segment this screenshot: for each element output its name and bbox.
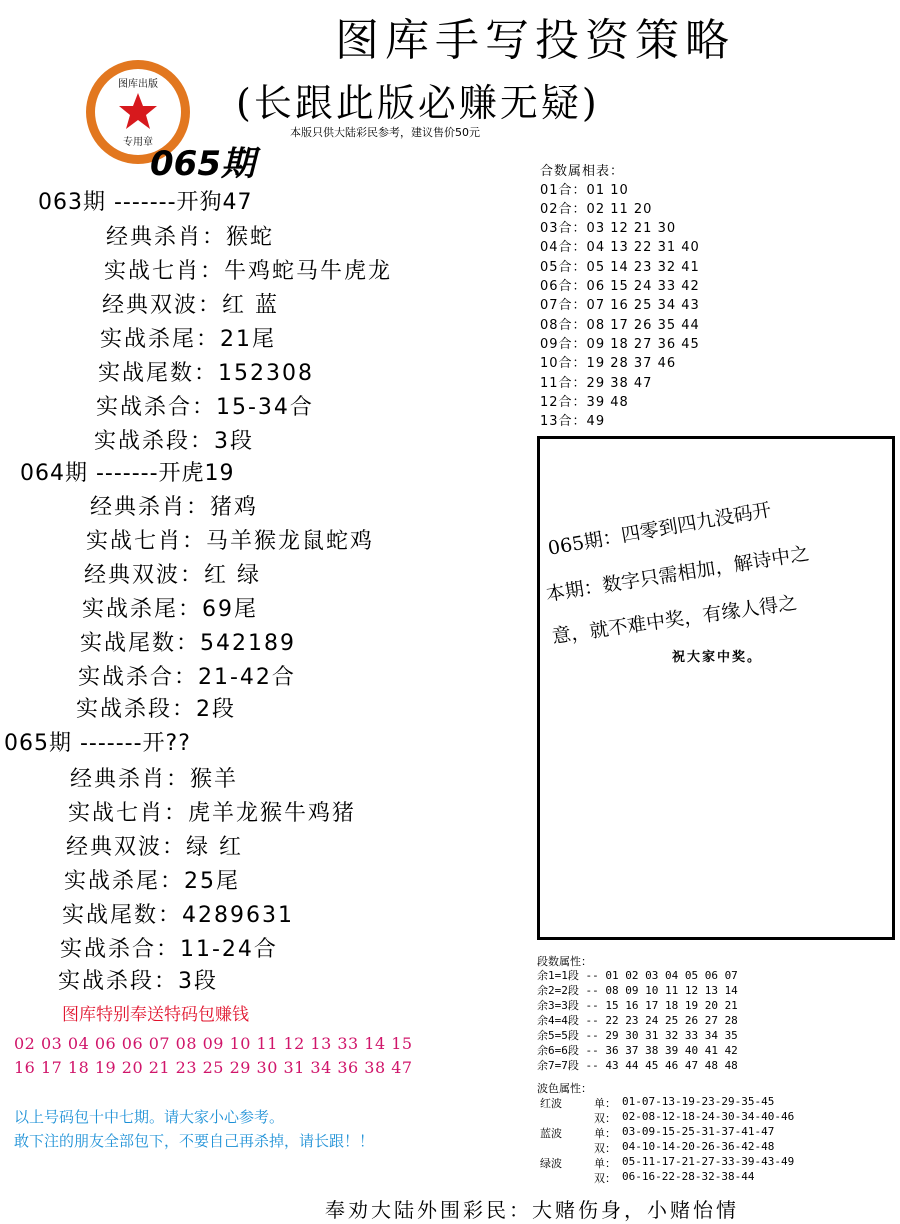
wave-numbers: 04-10-14-20-26-36-42-48: [622, 1140, 775, 1153]
period-line: 实战杀段：3段: [58, 969, 218, 994]
period-line: 实战杀合：15-34合: [96, 395, 314, 420]
period-header: 063期 -------开狗47: [38, 190, 253, 215]
segment-row: 余5=5段 -- 29 30 31 32 33 34 35: [537, 1029, 738, 1042]
star-icon: [118, 91, 158, 131]
wave-numbers: 03-09-15-25-31-37-41-47: [622, 1125, 775, 1138]
wave-label: 绿波: [540, 1157, 562, 1170]
he-table-row: 04合：04 13 22 31 40: [540, 240, 700, 255]
he-table-row: 11合：29 38 47: [540, 376, 653, 391]
segment-row: 余7=7段 -- 43 44 45 46 47 48 48: [537, 1059, 738, 1072]
current-issue-label: 065期: [150, 144, 255, 184]
he-table-title: 合数属相表：: [540, 164, 625, 179]
price-note: 本版只供大陆彩民参考，建议售价50元: [290, 126, 480, 139]
period-line: 经典杀肖：猴羊: [70, 767, 239, 792]
he-table-row: 01合：01 10: [540, 183, 629, 198]
period-header: 064期 -------开虎19: [20, 461, 235, 486]
period-line: 实战七肖：牛鸡蛇马牛虎龙: [104, 259, 393, 284]
period-line: 实战杀合：11-24合: [60, 937, 278, 962]
period-line: 实战杀尾：69尾: [82, 597, 258, 622]
page-title: 图库手写投资策略: [335, 15, 735, 66]
wave-numbers: 01-07-13-19-23-29-35-45: [622, 1095, 775, 1108]
wave-label: 蓝波: [540, 1127, 562, 1140]
he-table-row: 13合：49: [540, 414, 606, 429]
he-table-row: 09合：09 18 27 36 45: [540, 337, 700, 352]
wave-numbers: 05-11-17-21-27-33-39-43-49: [622, 1155, 795, 1168]
wave-kind: 单：: [594, 1127, 616, 1140]
period-line: 实战杀段：3段: [94, 429, 254, 454]
segment-row: 余1=1段 -- 01 02 03 04 05 06 07: [537, 969, 738, 982]
segment-row: 余6=6段 -- 36 37 38 39 40 41 42: [537, 1044, 738, 1057]
he-table-row: 10合：19 28 37 46: [540, 356, 677, 371]
period-line: 经典杀肖：猪鸡: [90, 495, 259, 520]
period-line: 实战杀尾：25尾: [64, 869, 240, 894]
poem-line: 本期：数字只需相加，解诗中之: [544, 542, 811, 606]
segment-row: 余3=3段 -- 15 16 17 18 19 20 21: [537, 999, 738, 1012]
period-line: 经典双波：红 绿: [84, 563, 261, 588]
wave-numbers: 02-08-12-18-24-30-34-40-46: [622, 1110, 795, 1123]
special-title: 图库特别奉送特码包赚钱: [62, 1005, 249, 1025]
period-line: 实战杀段：2段: [76, 697, 236, 722]
period-line: 实战尾数：542189: [80, 631, 296, 656]
special-numbers-row: 16 17 18 19 20 21 23 25 29 30 31 34 36 38 47: [14, 1058, 413, 1077]
wave-kind: 双：: [594, 1142, 616, 1155]
period-line: 经典双波：红 蓝: [102, 293, 279, 318]
period-line: 实战杀尾：21尾: [100, 327, 276, 352]
poem-line: 意，就不难中奖，有缘人得之: [550, 591, 799, 648]
segments-title: 段数属性：: [537, 955, 592, 968]
period-line: 经典双波：绿 红: [66, 835, 243, 860]
wave-kind: 单：: [594, 1157, 616, 1170]
he-table-row: 03合：03 12 21 30: [540, 221, 677, 236]
seal-top-text: 图库出版: [118, 79, 158, 90]
wave-kind: 单：: [594, 1097, 616, 1110]
he-table-row: 06合：06 15 24 33 42: [540, 279, 700, 294]
period-line: 实战尾数：152308: [98, 361, 314, 386]
period-line: 经典杀肖：猴蛇: [106, 225, 275, 250]
segment-row: 余4=4段 -- 22 23 24 25 26 27 28: [537, 1014, 738, 1027]
period-line: 实战七肖：虎羊龙猴牛鸡猪: [68, 801, 357, 826]
wave-label: 红波: [540, 1097, 562, 1110]
wave-kind: 双：: [594, 1112, 616, 1125]
footer-advice: 奉劝大陆外围彩民：大赌伤身，小赌怡情: [325, 1198, 739, 1222]
he-table-row: 07合：07 16 25 34 43: [540, 298, 700, 313]
special-numbers-row: 02 03 04 06 06 07 08 09 10 11 12 13 33 14 15: [14, 1034, 413, 1053]
wave-numbers: 06-16-22-28-32-38-44: [622, 1170, 755, 1183]
he-table-row: 02合：02 11 20: [540, 202, 653, 217]
he-table-row: 12合：39 48: [540, 395, 629, 410]
wave-kind: 双：: [594, 1172, 616, 1185]
page-subtitle: (长跟此版必赚无疑): [236, 81, 600, 125]
he-table-row: 08合：08 17 26 35 44: [540, 318, 700, 333]
special-note: 以上号码包十中七期。请大家小心参考。: [14, 1108, 285, 1126]
period-line: 实战尾数：4289631: [62, 903, 294, 928]
period-header: 065期 -------开??: [4, 731, 191, 756]
segment-row: 余2=2段 -- 08 09 10 11 12 13 14: [537, 984, 738, 997]
poem-line: 065期：四零到四九没码开: [546, 498, 774, 560]
waves-title: 波色属性：: [537, 1082, 592, 1095]
period-line: 实战七肖：马羊猴龙鼠蛇鸡: [86, 529, 375, 554]
he-table-row: 05合：05 14 23 32 41: [540, 260, 700, 275]
wish-text: 祝大家中奖。: [672, 650, 763, 665]
period-line: 实战杀合：21-42合: [78, 665, 296, 690]
seal-bottom-text: 专用章: [123, 137, 153, 148]
special-note: 敢下注的朋友全部包下，不要自己再杀掉，请长跟！！: [14, 1132, 375, 1150]
